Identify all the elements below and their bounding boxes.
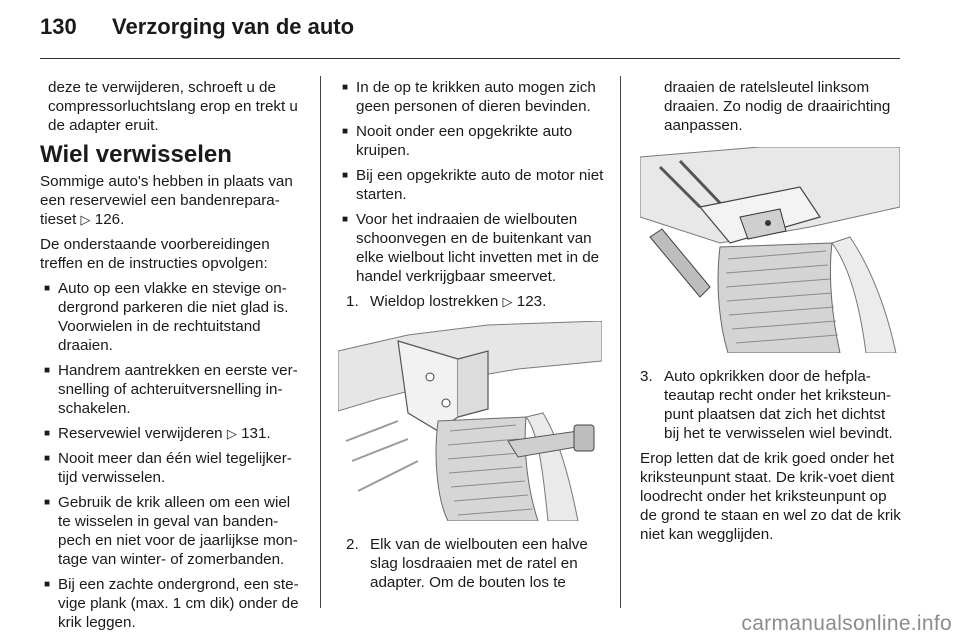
section-heading: Wiel verwisselen xyxy=(40,141,232,168)
list-item: ■ Bij een opgekrikte auto de motor niet starten. xyxy=(338,166,606,204)
safety-list xyxy=(338,78,606,286)
step-number: 1. xyxy=(346,293,359,310)
jack-position-illustration xyxy=(640,147,900,353)
list-item: ■ Handrem aantrekken en eerste ver-snelling of achteruitversnelling in-schakelen. xyxy=(40,361,304,418)
page-number: 130 xyxy=(40,14,77,39)
list-item: ■ Auto op een vlakke en stevige on-dergrond parkeren die niet glad is. Voorwielen in de rechtuitstand draaien. xyxy=(40,279,304,355)
page-title: Verzorging van de auto xyxy=(112,14,355,39)
list-item: ■ Nooit onder een opgekrikte auto kruipen. xyxy=(338,122,606,160)
list-item: ■ Nooit meer dan één wiel tegelijker-tijd verwisselen. xyxy=(40,449,304,487)
step-number: 3. xyxy=(640,368,653,385)
list-item: ■ Bij een zachte ondergrond, een ste-vige plank (max. 1 cm dik) onder de krik leggen. xyxy=(40,575,304,632)
list-item: ■ Voor het indraaien de wielbouten schoonvegen en de buitenkant van elke wielbout licht invetten met in de handel verkrijgbaar smeervet. xyxy=(338,210,606,286)
continued-paragraph: draaien de ratelsleutel linksom draaien. Zo nodig de draairichting aanpassen. xyxy=(664,79,891,134)
watermark: carmanualsonline.info xyxy=(741,612,952,635)
column-divider-2 xyxy=(620,76,621,608)
step-2 xyxy=(346,535,606,592)
column-1 xyxy=(40,78,304,638)
step-text: Auto opkrikken door de hefpla-teautap recht onder het kriksteun-punt plaatsen dat zich het dichtst bij het te verwisselen wiel bevindt. xyxy=(664,368,893,442)
wheel-bolts-illustration xyxy=(338,321,602,521)
list-item-text: Reservewiel verwijderen xyxy=(58,425,223,442)
preparation-intro: De onderstaande voorbereidingen treffen en de instructies opvolgen: xyxy=(40,236,270,272)
step-text: Elk van de wielbouten een halve slag losdraaien met de ratel en adapter. Om de bouten los te xyxy=(370,536,588,591)
step-text: Wieldop lostrekken xyxy=(370,293,499,310)
list-item: ■ In de op te krikken auto mogen zich geen personen of dieren bevinden. xyxy=(338,78,606,116)
continued-paragraph: deze te verwijderen, schroeft u de compressorluchtslang erop en trekt u de adapter eruit. xyxy=(48,79,298,134)
intro-page-ref[interactable]: 126. xyxy=(94,211,125,228)
arrow-reference-icon: ▷ xyxy=(226,426,237,441)
arrow-reference-icon: ▷ xyxy=(80,212,91,227)
list-item: ■ Gebruik de krik alleen om een wiel te wisselen in geval van banden-pech en niet voor de jaarlijkse mon-tage van winter- of zomerbanden. xyxy=(40,493,304,569)
arrow-reference-icon: ▷ xyxy=(502,294,513,309)
header-rule xyxy=(40,58,900,59)
step-1 xyxy=(346,292,606,311)
step-3 xyxy=(640,367,904,443)
list-item-page-ref[interactable]: 131. xyxy=(241,425,271,442)
step-number: 2. xyxy=(346,536,359,553)
intro-text: Sommige auto's hebben in plaats van een reservewiel een bandenrepara-tieset xyxy=(40,173,293,228)
column-3 xyxy=(640,78,904,550)
column-2 xyxy=(338,78,606,598)
step-page-ref[interactable]: 123. xyxy=(516,293,547,310)
column-divider-1 xyxy=(320,76,321,608)
intro-paragraph xyxy=(40,172,304,229)
preparation-list xyxy=(40,279,304,632)
list-item xyxy=(40,424,304,443)
step-3-detail: Erop letten dat de krik goed onder het kriksteunpunt staat. De krik-voet dient loodrecht onder het kriksteunpunt op de grond te staan en wel zo dat de krik niet kan wegglijden. xyxy=(640,450,901,543)
